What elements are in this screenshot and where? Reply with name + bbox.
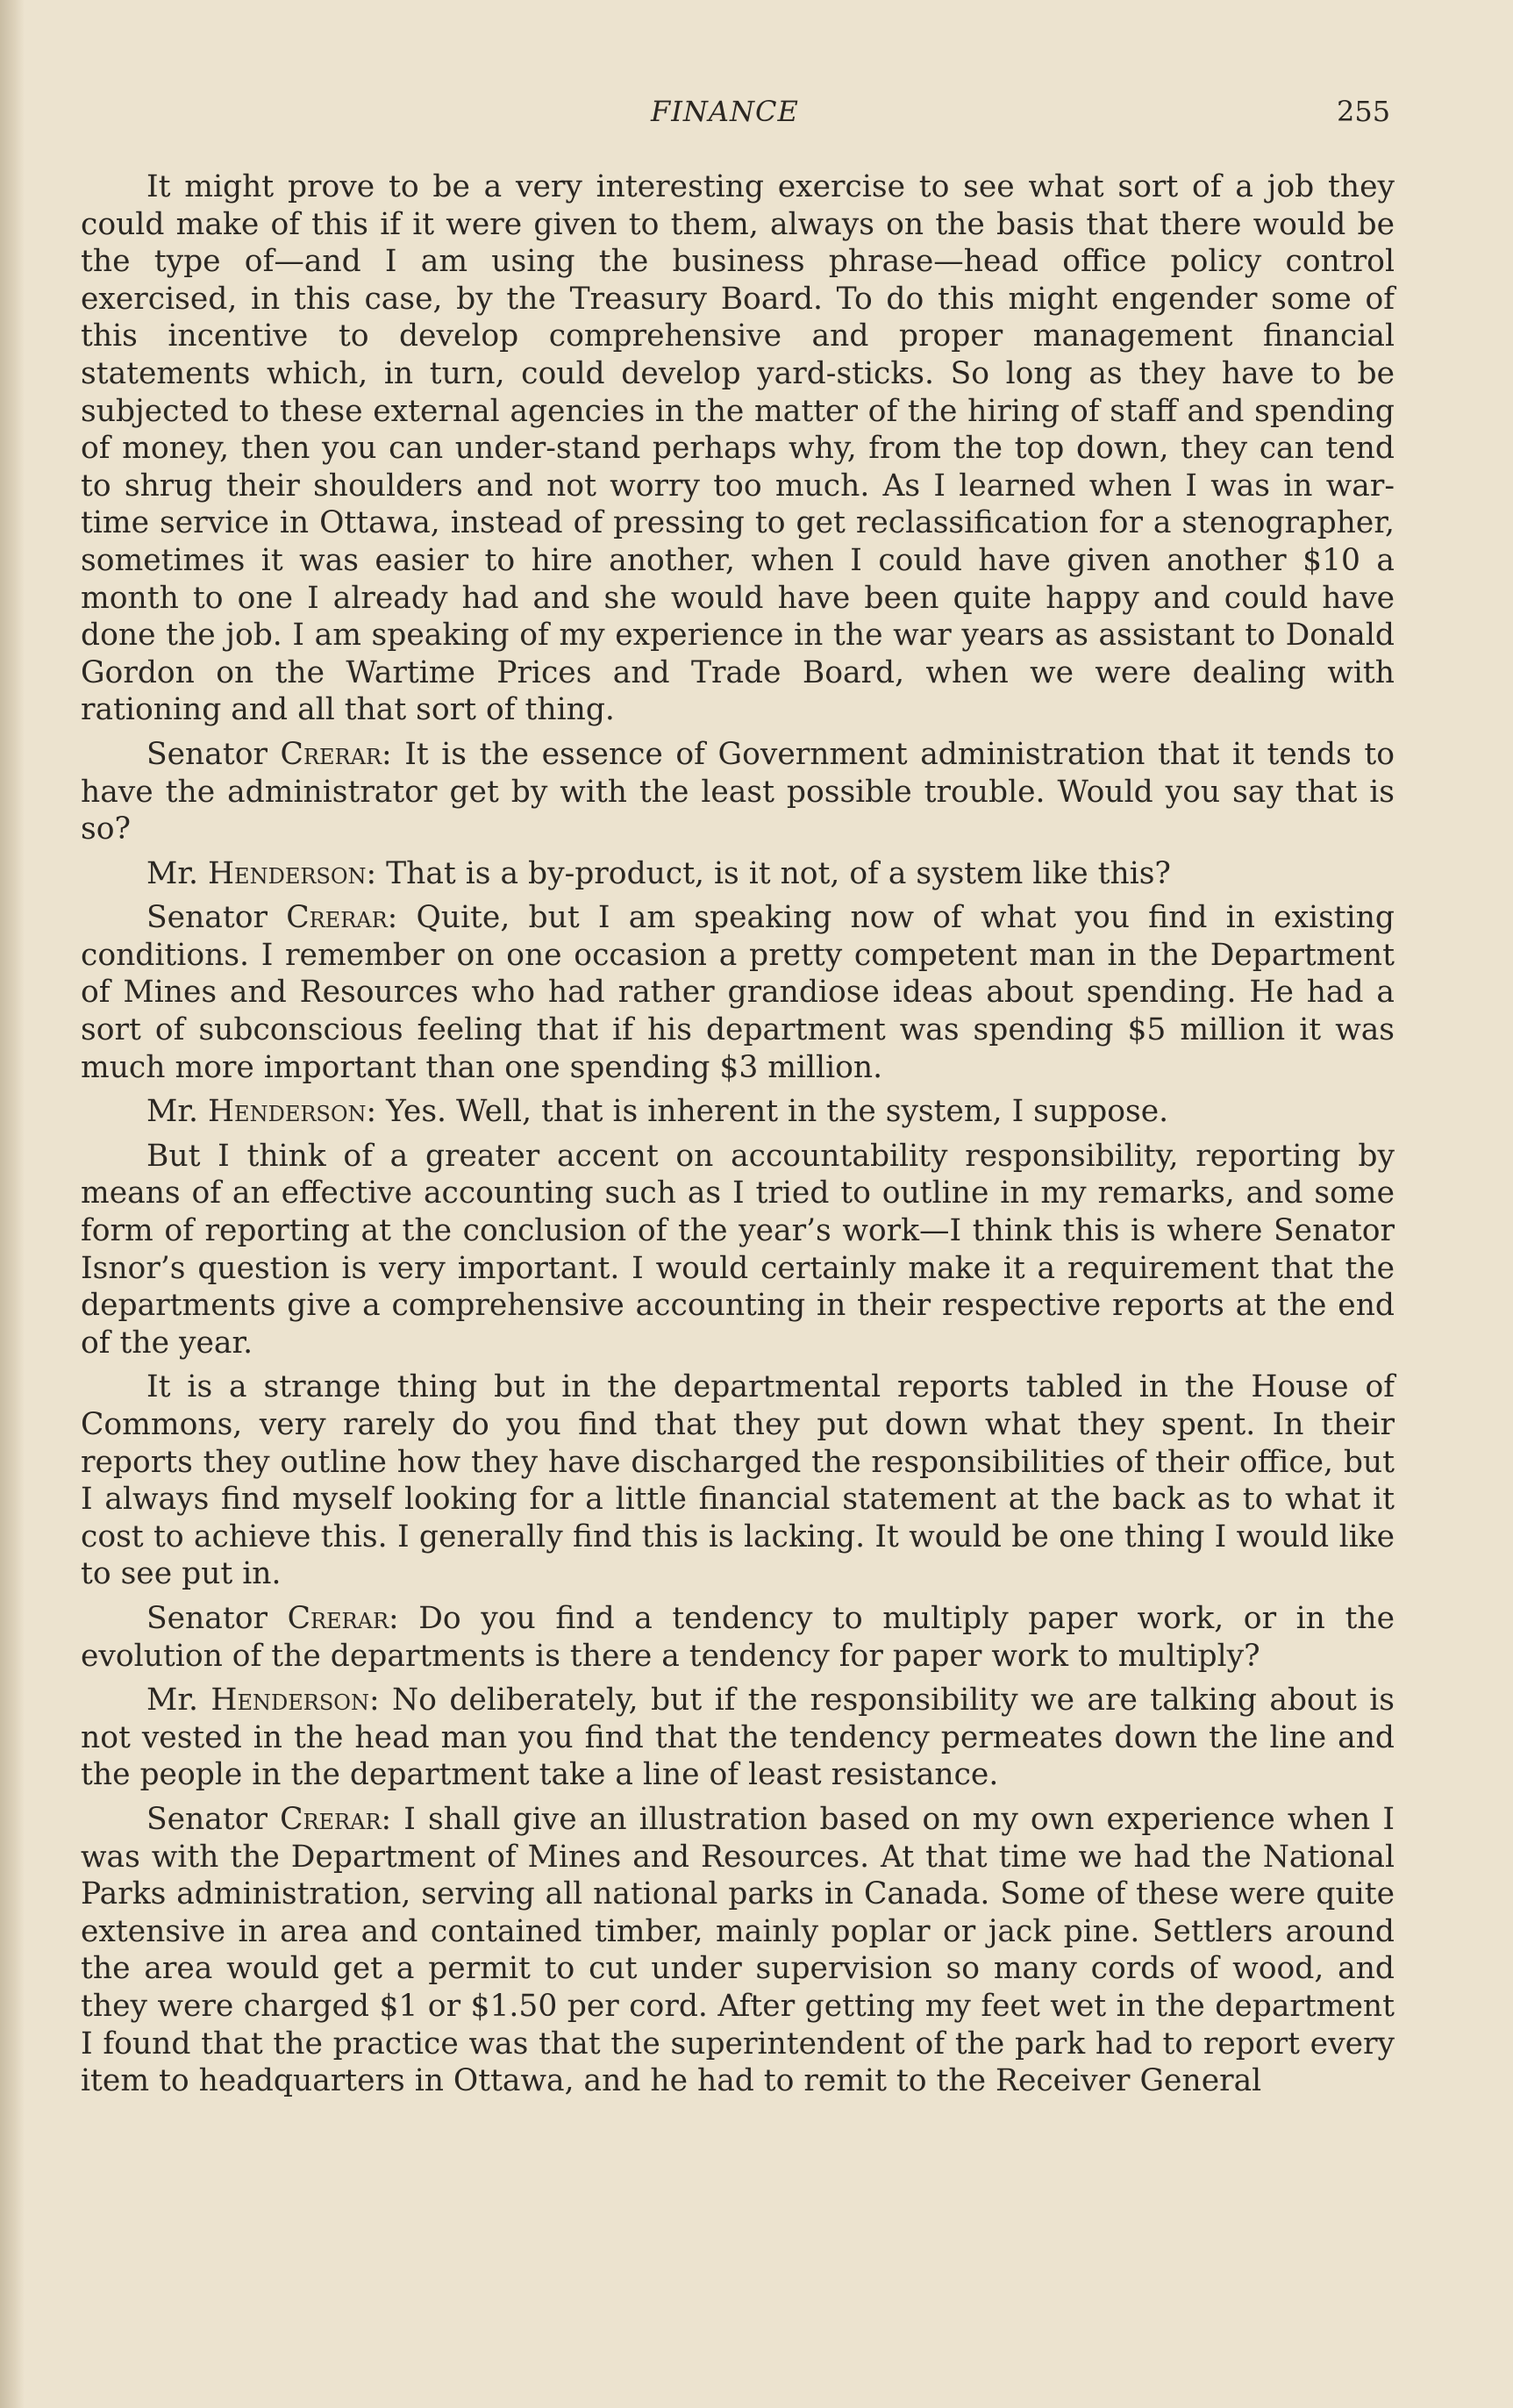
paragraph-text: It is a strange thing but in the departmental reports tabled in the House of Commons, very rarely do you find that they put down what they spent. In their reports they outline how they have discharged the responsibilities of their office, but I always find myself looking for a little financial statement at the back as to what it cost to achieve this. I generally find this is lacking. It would be one thing I would like to see put in. (81, 1369, 1395, 1592)
paragraph (81, 1093, 1395, 1131)
paragraph-text: : It is the essence of Government administration that it tends to have the administrator get by with the least possible trouble. Would you say that is so? (81, 736, 1395, 847)
speaker-name: Crerar (286, 900, 388, 936)
speaker-title: Mr. (146, 855, 208, 891)
paragraph (81, 1801, 1395, 2100)
page-number: 255 (1337, 95, 1391, 128)
paragraph (81, 1368, 1395, 1593)
paragraph-text: It might prove to be a very interesting exercise to see what sort of a job they could make of this if it were given to them, always on the basis that there would be the type of—and I am using the business phrase—head office policy control exercised, in this case, by the Treasury Board. To do this might engender some of this incentive to develop comprehensive and proper management financial statements which, in turn, could develop yard-sticks. So long as they have to be subjected to these external agencies in the matter of the hiring of staff and spending of money, then you can under-stand perhaps why, from the top down, they can tend to shrug their shoulders and not worry too much. As I learned when I was in war-time service in Ottawa, instead of pressing to get reclassification for a stenographer, sometimes it was easier to hire another, when I could have given another $10 a month to one I already had and she would have been quite happy and could have done the job. I am speaking of my experience in the war years as assistant to Donald Gordon on the Wartime Prices and Trade Board, when we were dealing with rationing and all that sort of thing. (81, 169, 1395, 728)
paragraph (81, 855, 1395, 893)
paragraph (81, 899, 1395, 1086)
speaker-name: Crerar (280, 736, 382, 772)
speaker-title: Senator (146, 736, 281, 772)
speaker-title: Mr. (146, 1683, 211, 1718)
paragraph-text: But I think of a greater accent on accountability responsibility, reporting by means of an effective accounting such as I tried to outline in my remarks, and some form of reporting at the conclusion of the year’s work—I think this is where Senator Isnor’s question is very important. I would certainly make it a requirement that the departments give a comprehensive accounting in their respective reports at the end of the year. (81, 1138, 1395, 1361)
body-text (81, 168, 1395, 2100)
speaker-title: Mr. (146, 1094, 208, 1130)
speaker-name: Henderson (207, 1094, 367, 1130)
paragraph-text: : No deliberately, but if the responsibility we are talking about is not vested in the head man you find that the tendency permeates down the line and the people in the department take a line of least resistance. (81, 1683, 1395, 1793)
speaker-name: Henderson (207, 855, 367, 891)
speaker-title: Senator (146, 1801, 281, 1837)
paragraph-text: : Do you find a tendency to multiply paper work, or in the evolution of the departments is there a tendency for paper work to multiply? (81, 1600, 1395, 1674)
paragraph-text: : Yes. Well, that is inherent in the system, I suppose. (366, 1094, 1169, 1130)
speaker-title: Senator (146, 900, 287, 936)
paragraph-text: : That is a by-product, is it not, of a system like this? (366, 855, 1171, 891)
speaker-name: Crerar (280, 1801, 382, 1837)
paragraph (81, 1682, 1395, 1794)
paragraph (81, 1600, 1395, 1675)
paragraph (81, 1138, 1395, 1362)
paragraph-text: : Quite, but I am speaking now of what you find in existing conditions. I remember on one occasion a pretty competent man in the Department of Mines and Resources who had rather grandiose ideas about spending. He had a sort of subconscious feeling that if his department was spending $5 million it was much more important than one spending $3 million. (81, 900, 1395, 1085)
paragraph-text: : I shall give an illustration based on my own experience when I was with the Department of Mines and Resources. At that time we had the National Parks administration, serving all national parks in Canada. Some of these were quite extensive in area and contained timber, mainly poplar or jack pine. Settlers around the area would get a permit to cut under supervision so many cords of wood, and they were charged $1 or $1.50 per cord. After getting my feet wet in the department I found that the practice was that the superintendent of the park had to report every item to headquarters in Ottawa, and he had to remit to the Receiver General (81, 1801, 1395, 2099)
running-title: FINANCE (651, 95, 799, 128)
speaker-name: Henderson (211, 1683, 369, 1718)
page-binding-edge (0, 0, 25, 2408)
page-header (0, 95, 1513, 139)
paragraph (81, 736, 1395, 848)
speaker-name: Crerar (287, 1600, 389, 1636)
paragraph (81, 168, 1395, 729)
speaker-title: Senator (146, 1600, 288, 1636)
